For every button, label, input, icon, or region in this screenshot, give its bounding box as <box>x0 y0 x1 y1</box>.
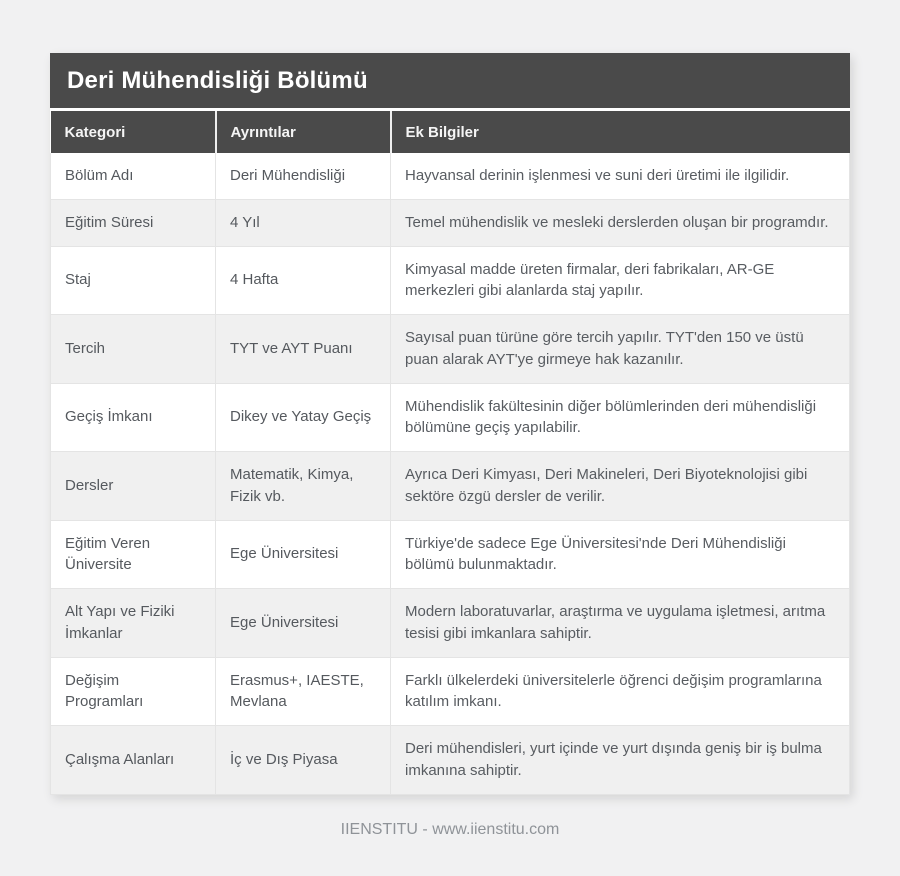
column-header-ayrintilar: Ayrıntılar <box>216 111 391 153</box>
cell-ek-bilgiler: Modern laboratuvarlar, araştırma ve uygulama işletmesi, arıtma tesisi gibi imkanlara sahiptir. <box>391 589 850 658</box>
cell-ayrintilar: Matematik, Kimya, Fizik vb. <box>216 452 391 521</box>
info-table <box>50 111 850 795</box>
cell-kategori: Değişim Programları <box>51 657 216 726</box>
table-row <box>51 246 850 315</box>
cell-ayrintilar: Ege Üniversitesi <box>216 589 391 658</box>
table-row <box>51 383 850 452</box>
table-row <box>51 657 850 726</box>
cell-ayrintilar: 4 Yıl <box>216 199 391 246</box>
table-row <box>51 589 850 658</box>
cell-ek-bilgiler: Temel mühendislik ve mesleki derslerden oluşan bir programdır. <box>391 199 850 246</box>
content-card <box>50 53 850 795</box>
cell-ayrintilar: Erasmus+, IAESTE, Mevlana <box>216 657 391 726</box>
table-header-row <box>51 111 850 153</box>
cell-ek-bilgiler: Mühendislik fakültesinin diğer bölümlerinden deri mühendisliği bölümüne geçiş yapılabilir. <box>391 383 850 452</box>
cell-ayrintilar: 4 Hafta <box>216 246 391 315</box>
cell-ek-bilgiler: Türkiye'de sadece Ege Üniversitesi'nde Deri Mühendisliği bölümü bulunmaktadır. <box>391 520 850 589</box>
cell-ayrintilar: TYT ve AYT Puanı <box>216 315 391 384</box>
cell-kategori: Eğitim Süresi <box>51 199 216 246</box>
cell-ek-bilgiler: Kimyasal madde üreten firmalar, deri fabrikaları, AR-GE merkezleri gibi alanlarda staj yapılır. <box>391 246 850 315</box>
page-title: Deri Mühendisliği Bölümü <box>67 66 368 94</box>
cell-kategori: Alt Yapı ve Fiziki İmkanlar <box>51 589 216 658</box>
cell-kategori: Dersler <box>51 452 216 521</box>
cell-ek-bilgiler: Deri mühendisleri, yurt içinde ve yurt dışında geniş bir iş bulma imkanına sahiptir. <box>391 726 850 795</box>
table-row <box>51 199 850 246</box>
cell-kategori: Eğitim Veren Üniversite <box>51 520 216 589</box>
cell-kategori: Çalışma Alanları <box>51 726 216 795</box>
column-header-ek-bilgiler: Ek Bilgiler <box>391 111 850 153</box>
cell-ayrintilar: Dikey ve Yatay Geçiş <box>216 383 391 452</box>
column-header-kategori: Kategori <box>51 111 216 153</box>
cell-kategori: Geçiş İmkanı <box>51 383 216 452</box>
cell-kategori: Tercih <box>51 315 216 384</box>
cell-ek-bilgiler: Ayrıca Deri Kimyası, Deri Makineleri, Deri Biyoteknolojisi gibi sektöre özgü dersler de verilir. <box>391 452 850 521</box>
cell-ek-bilgiler: Farklı ülkelerdeki üniversitelerle öğrenci değişim programlarına katılım imkanı. <box>391 657 850 726</box>
table-row <box>51 452 850 521</box>
card-title-bar <box>50 53 850 108</box>
cell-ayrintilar: İç ve Dış Piyasa <box>216 726 391 795</box>
table-row <box>51 726 850 795</box>
footer-attribution: IIENSTITU - www.iienstitu.com <box>340 820 560 838</box>
cell-ek-bilgiler: Sayısal puan türüne göre tercih yapılır. TYT'den 150 ve üstü puan alarak AYT'ye girmeye hak kazanılır. <box>391 315 850 384</box>
cell-kategori: Bölüm Adı <box>51 153 216 199</box>
table-row <box>51 520 850 589</box>
table-header <box>51 111 850 153</box>
cell-kategori: Staj <box>51 246 216 315</box>
table-row <box>51 153 850 199</box>
table-row <box>51 315 850 384</box>
cell-ayrintilar: Deri Mühendisliği <box>216 153 391 199</box>
cell-ayrintilar: Ege Üniversitesi <box>216 520 391 589</box>
table-body <box>51 153 850 794</box>
cell-ek-bilgiler: Hayvansal derinin işlenmesi ve suni deri üretimi ile ilgilidir. <box>391 153 850 199</box>
